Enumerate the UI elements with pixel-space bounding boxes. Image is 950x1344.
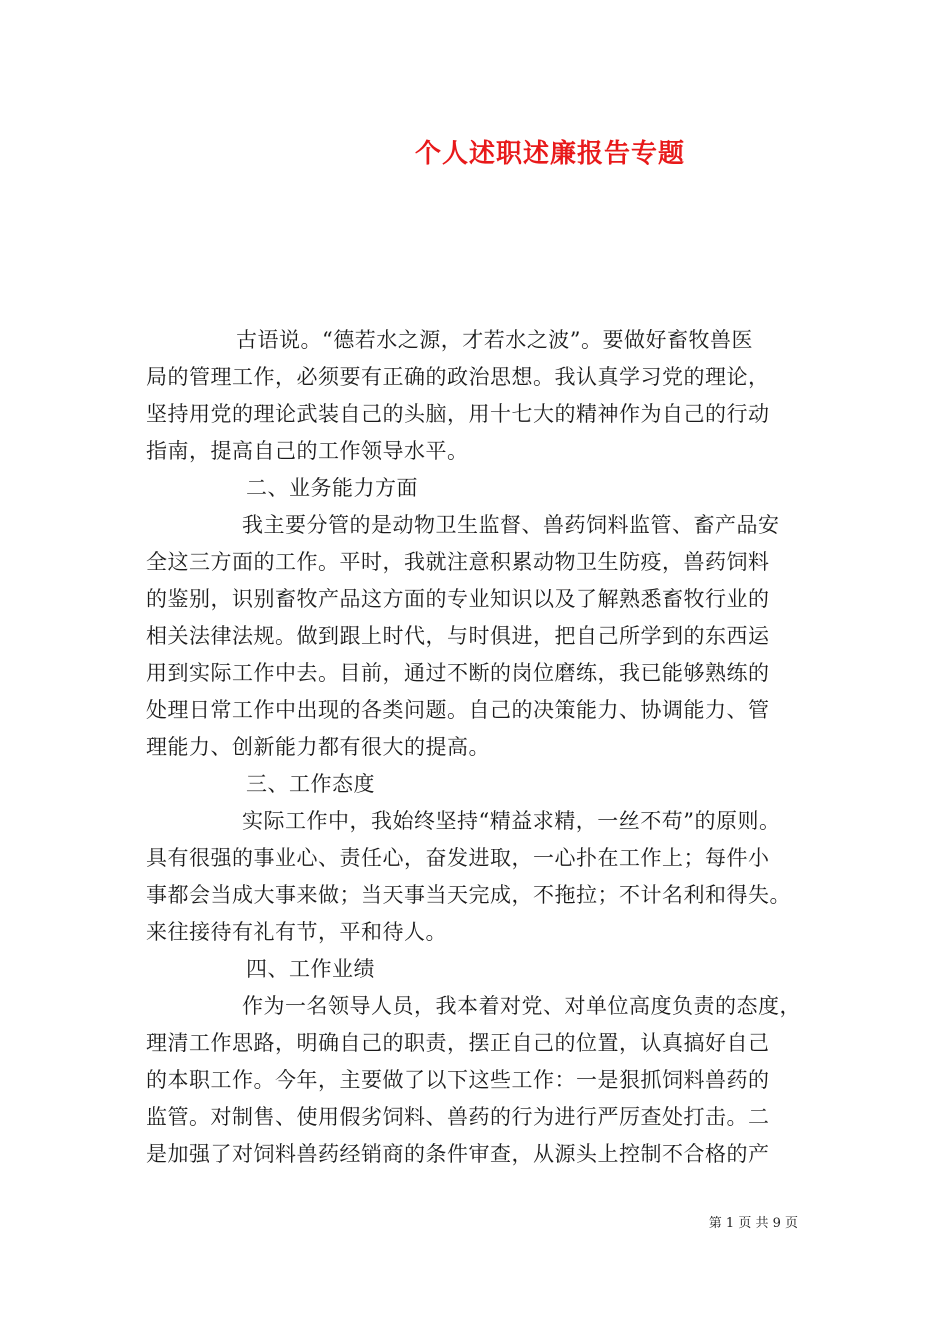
text-line: 作为一名领导人员，我本着对党、对单位高度负责的态度， <box>242 994 801 1018</box>
text-line: 我主要分管的是动物卫生监督、兽药饲料监管、畜产品安 <box>242 513 780 537</box>
document-body <box>146 322 830 1173</box>
text-line: 是加强了对饲料兽药经销商的条件审查，从源头上控制不合格的产 <box>146 1142 770 1166</box>
text-line: 的鉴别，识别畜牧产品这方面的专业知识以及了解熟悉畜牧行业的 <box>146 587 770 611</box>
text-line: 指南，提高自己的工作领导水平。 <box>146 439 469 463</box>
text-line: 实际工作中，我始终坚持“精益求精，一丝不苟”的原则。 <box>242 809 781 833</box>
text-line: 古语说。“德若水之源，才若水之波”。要做好畜牧兽医 <box>236 328 753 352</box>
section-heading-business-ability: 二、业务能力方面 <box>246 476 418 500</box>
section-heading-work-attitude: 三、工作态度 <box>246 772 375 796</box>
text-line: 监管。对制售、使用假劣饲料、兽药的行为进行严厉查处打击。二 <box>146 1105 770 1129</box>
text-line: 的本职工作。今年，主要做了以下这些工作：一是狠抓饲料兽药的 <box>146 1068 770 1092</box>
section-heading-work-performance: 四、工作业绩 <box>246 957 375 981</box>
text-line: 事都会当成大事来做；当天事当天完成，不拖拉；不计名利和得失。 <box>146 883 791 907</box>
text-line: 理能力、创新能力都有很大的提高。 <box>146 735 490 759</box>
page-number-footer: 第 1 页 共 9 页 <box>708 1216 798 1231</box>
text-line: 局的管理工作，必须要有正确的政治思想。我认真学习党的理论， <box>146 365 770 389</box>
document-title: 个人述职述廉报告专题 <box>414 139 685 169</box>
text-line: 理清工作思路，明确自己的职责，摆正自己的位置，认真搞好自己 <box>146 1031 770 1055</box>
text-line: 用到实际工作中去。目前，通过不断的岗位磨练，我已能够熟练的 <box>146 661 770 685</box>
text-line: 坚持用党的理论武装自己的头脑，用十七大的精神作为自己的行动 <box>146 402 770 426</box>
text-line: 相关法律法规。做到跟上时代，与时俱进，把自己所学到的东西运 <box>146 624 770 648</box>
text-line: 全这三方面的工作。平时，我就注意积累动物卫生防疫，兽药饲料 <box>146 550 770 574</box>
text-line: 处理日常工作中出现的各类问题。自己的决策能力、协调能力、管 <box>146 698 770 722</box>
text-line: 具有很强的事业心、责任心，奋发进取，一心扑在工作上；每件小 <box>146 846 770 870</box>
text-line: 来往接待有礼有节，平和待人。 <box>146 920 447 944</box>
